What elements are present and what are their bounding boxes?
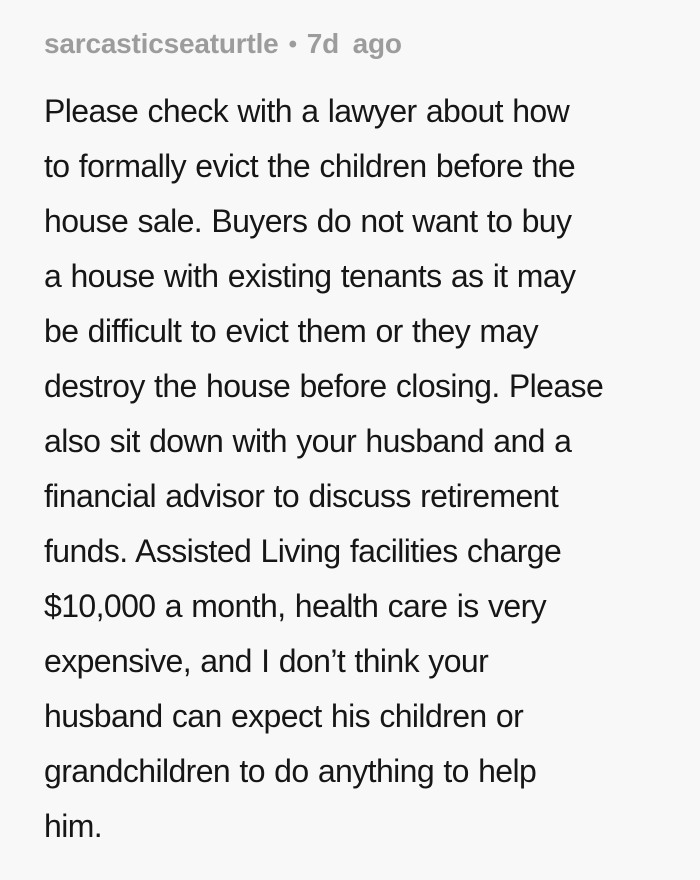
comment-text-line: husband can expect his children or [44,698,524,734]
comment-text-line: funds. Assisted Living facilities charge [44,533,562,569]
comment-text-line: destroy the house before closing. Please [44,368,604,404]
comment-text-line: be difficult to evict them or they may [44,313,539,349]
comment-text-line: $10,000 a month, health care is very [44,588,547,624]
comment-text-line: a house with existing tenants as it may [44,258,576,294]
comment-text-line: financial advisor to discuss retirement [44,478,559,514]
comment-timestamp: 7d ago [306,28,402,59]
comment-text-line: house sale. Buyers do not want to buy [44,203,572,239]
comment-text-line: expensive, and I don’t think your [44,643,489,679]
comment-text-line: also sit down with your husband and a [44,423,572,459]
comment-text-line: grandchildren to do anything to help [44,753,537,789]
separator-dot-icon: • [288,31,297,58]
comment-author[interactable]: sarcasticseaturtle [44,28,279,59]
comment-header [44,27,650,63]
comment-text-line: him. [44,808,103,844]
comment-text-line: Please check with a lawyer about how [44,93,570,129]
comment-body [44,84,650,854]
comment-text-line: to formally evict the children before the [44,148,576,184]
